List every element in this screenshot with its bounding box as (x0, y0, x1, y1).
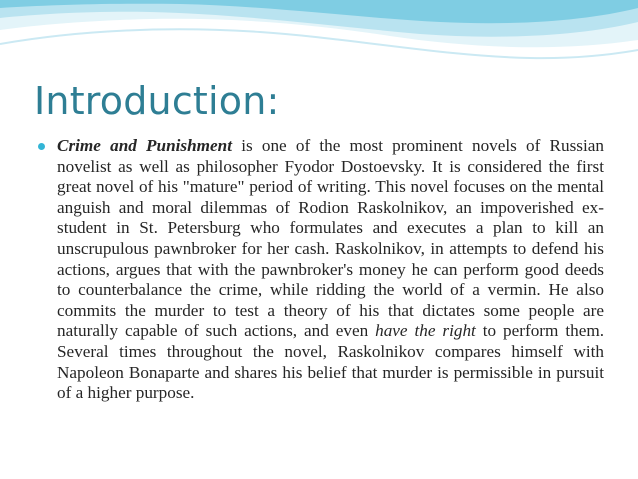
bullet-item (38, 136, 604, 404)
work-title: Crime and Punishment (57, 136, 233, 155)
body-text-part-1: is one of the most prominent novels of Russian novelist as well as philosopher Fyodor Dostoevsky. It is considered the first great novel of his "mature" period of writing. This novel focuses on the mental anguish and moral dilemmas of Rodion Raskolnikov, an impoverished ex-student in St. Petersburg who formulates and executes a plan to kill an unscrupulous pawnbroker for her cash. Raskolnikov, in attempts to defend his actions, argues that with the pawnbroker's money he can perform good deeds to counterbalance the crime, while ridding the world of a vermin. He also commits the murder to test a theory of his that dictates some people are naturally capable of such actions, and even (57, 136, 604, 341)
emphasis-text: have the right (375, 321, 476, 341)
body-text-part-2: to perform them. Several times throughout the novel, Raskolnikov compares himself with Napoleon Bonaparte and shares his belief that murder is permissible in pursuit of a higher purpose. (57, 321, 604, 403)
decorative-wave-header (0, 0, 638, 70)
bullet-icon (38, 143, 45, 150)
body-paragraph (57, 136, 604, 404)
slide-title: Introduction: (34, 79, 280, 123)
